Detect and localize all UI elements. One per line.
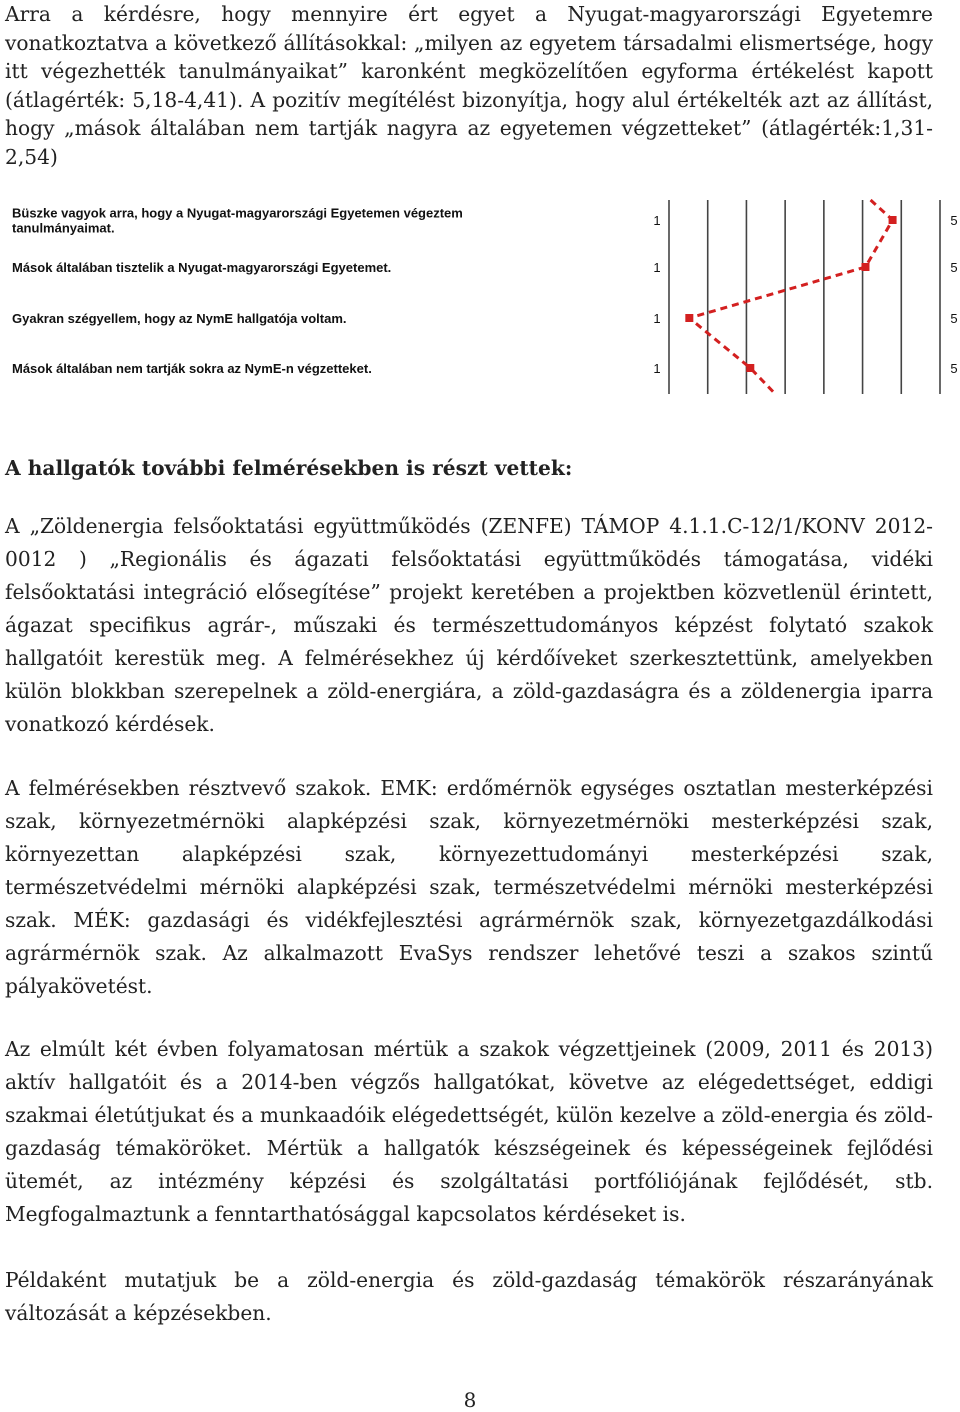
scale-min-label: 1 [653, 361, 661, 376]
data-point [746, 364, 754, 372]
question-label: Gyakran szégyellem, hogy az NymE hallgatója voltam. [12, 311, 347, 326]
page-number: 8 [463, 1388, 477, 1412]
scale-max-label: 5 [950, 213, 958, 228]
paragraph-measurement: Az elmúlt két évben folyamatosan mértük a szakok végzettjeinek (2009, 2011 és 2013) aktív hallgatóit és a 2014-ben végzős hallgatókat, követve az elégedettséget, eddigi szakmai életútjukat és a munkaadóik elégedettségét, külön kezelve a zöld-energia és zöld-gazdaság témaköröket. Mértük a hallgatók készségeinek és képességeinek fejlődési ütemét, az intézmény képzési és szolgáltatási portfóliójának fejlődését, stb. Megfogalmaztunk a fenntarthatósággal kapcsolatos kérdéseket is. [5, 1037, 933, 1226]
question-label: Mások általában tisztelik a Nyugat-magyarországi Egyetemet. [12, 260, 392, 275]
data-point [861, 263, 869, 271]
paragraph-example: Példaként mutatjuk be a zöld-energia és zöld-gazdaság témakörök részarányának változását a képzésekben. [5, 1268, 933, 1325]
section-heading: A hallgatók további felmérésekben is részt vettek: [5, 456, 573, 480]
scale-max-label: 5 [950, 361, 958, 376]
scale-min-label: 1 [653, 260, 661, 275]
scale-max-label: 5 [950, 311, 958, 326]
scale-min-label: 1 [653, 311, 661, 326]
paragraph-majors: A felmérésekben résztvevő szakok. EMK: erdőmérnök egységes osztatlan mesterképzési szak, környezetmérnöki alapképzési szak, környezetmérnöki mesterképzési szak, környezettan alapképzési szak, környezettudományi mesterképzési szak, természetvédelmi mérnöki alapképzési szak, természetvédelmi mérnöki mesterképzési szak. MÉK: gazdasági és vidékfejlesztési agrármérnök szak, környezetgazdálkodási agrármérnök szak. Az alkalmazott EvaSys rendszer lehetővé teszi a szakos szintű pályakövetést. [5, 776, 933, 998]
scale-min-label: 1 [653, 213, 661, 228]
question-label: Büszke vagyok arra, hogy a Nyugat-magyarországi Egyetemen végeztem [12, 205, 463, 221]
question-label: tanulmányaimat. [12, 220, 115, 236]
data-point [685, 314, 693, 322]
data-point [889, 216, 897, 224]
paragraph-zenfe: A „Zöldenergia felsőoktatási együttműködés (ZENFE) TÁMOP 4.1.1.C-12/1/KONV 2012-0012 ) „Regionális és ágazati felsőoktatási együttműködés támogatása, vidéki felsőoktatási integráció elősegítése” projekt keretében a projektben közvetlenül érintett, ágazat specifikus agrár-, műszaki és természettudományos képzést folytató szakok hallgatóit kerestük meg. A felmérésekhez új kérdőíveket szerkesztettünk, amelyekben külön blokkban szerepelnek a zöld-energiára, a zöld-gazdaságra és a zöldenergia iparra vonatkozó kérdések. [5, 514, 933, 736]
survey-profile-chart [0, 196, 960, 401]
scale-max-label: 5 [950, 260, 958, 275]
question-label: Mások általában nem tartják sokra az NymE-n végzetteket. [12, 361, 372, 376]
intro-paragraph: Arra a kérdésre, hogy mennyire ért egyet a Nyugat-magyarországi Egyetemre vonatkoztatva a következő állításokkal: „milyen az egyetem társadalmi elismertsége, hogy itt végezhették tanulmányaikat” karonként megközelítően egyforma értékelést kapott (átlagérték: 5,18-4,41). A pozitív megítélést bizonyítja, hogy alul értékelték azt az állítást, hogy „mások általában nem tartják nagyra az egyetemen végzetteket” (átlagérték:1,31-2,54) [5, 2, 933, 169]
